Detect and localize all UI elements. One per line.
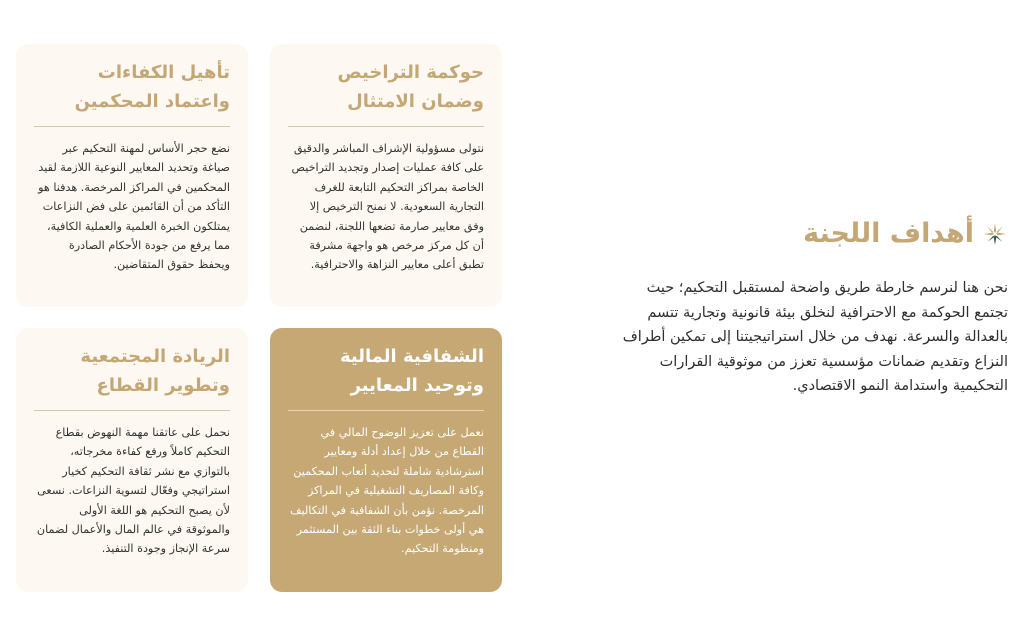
card-divider	[288, 126, 484, 127]
card-divider	[288, 410, 484, 411]
card-divider	[34, 410, 230, 411]
committee-goals-intro	[618, 214, 1008, 399]
card-title: حوكمة التراخيص وضمان الامتثال	[337, 62, 484, 112]
card-body: نضع حجر الأساس لمهنة التحكيم عبر صياغة وتحديد المعايير النوعية اللازمة لقيد المحكمين في المراكز المرخصة. هدفنا هو التأكد من أن القائمين على فض النزاعات يمتلكون الخبرة العلمية والعملية الكافية، مما يرفع من جودة الأحكام الصادرة ويحفظ حقوق المتقاضين.	[38, 142, 230, 272]
card-title: الشفافية المالية وتوحيد المعايير	[339, 346, 484, 396]
card-body: نعمل على تعزيز الوضوح المالي في القطاع من خلال إعداد أدلة ومعايير استرشادية شاملة لتحديد أتعاب المحكمين وكافة المصاريف التشغيلية في المراكز المرخصة. نؤمن بأن الشفافية في التكاليف هي أولى خطوات بناء الثقة بين المستثمر ومنظومة التحكيم.	[289, 426, 484, 556]
card-licensing-governance	[270, 44, 502, 307]
card-arbitrator-qualification	[16, 44, 248, 307]
card-body: نحمل على عاتقنا مهمة النهوض بقطاع التحكيم كاملاً ورفع كفاءة مخرجاته، بالتوازي مع نشر ثقافة التحكيم كخيار استراتيجي وفعّال لتسوية النزاعات. نسعى لأن يصبح التحكيم هو اللغة الأولى والموثوقة في عالم المال والأعمال لضمان سرعة الإنجاز وجودة التنفيذ.	[36, 426, 230, 556]
card-title: الريادة المجتمعية وتطوير القطاع	[80, 346, 230, 396]
intro-paragraph: نحن هنا لنرسم خارطة طريق واضحة لمستقبل التحكيم؛ حيث تجتمع الحوكمة مع الاحترافية لنخلق بيئة قانونية وتجارية تتسم بالعدالة والسرعة. نهدف من خلال استراتيجيتنا إلى تمكين أطراف النزاع وتقديم ضمانات مؤسسية تعزز من موثوقية القرارات التحكيمية واستدامة النمو الاقتصادي.	[622, 280, 1008, 394]
card-title: تأهيل الكفاءات واعتماد المحكمين	[74, 62, 230, 112]
star-burst-icon	[982, 221, 1008, 247]
card-financial-transparency	[270, 328, 502, 592]
intro-heading	[618, 214, 1008, 254]
card-divider	[34, 126, 230, 127]
card-community-leadership	[16, 328, 248, 592]
page-title: أهداف اللجنة	[803, 218, 974, 249]
card-body: نتولى مسؤولية الإشراف المباشر والدقيق على كافة عمليات إصدار وتجديد التراخيص الخاصة بمراكز التحكيم التابعة للغرف التجارية السعودية. لا نمنح الترخيص إلا وفق معايير صارمة تضعها اللجنة، لنضمن أن كل مركز مرخص هو واجهة مشرفة تطبق أعلى معايير النزاهة والاحترافية.	[291, 142, 484, 272]
